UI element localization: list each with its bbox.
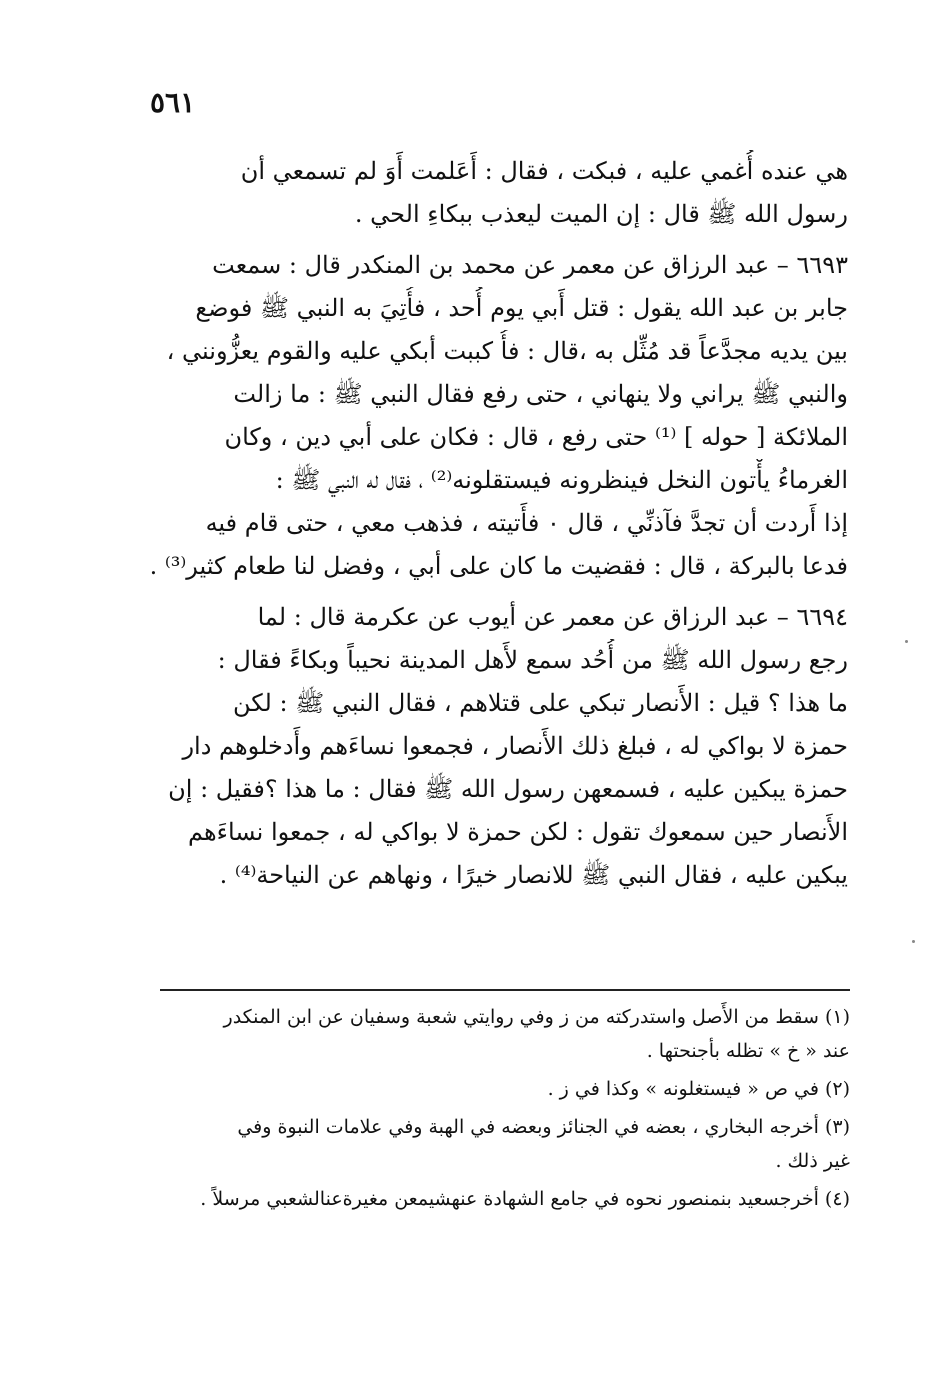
body-line: فدعا بالبركة ، قال : فقضيت ما كان على أبي ، وفضل لنا طعام كثير⁽³⁾ . xyxy=(149,552,848,580)
footnote-3: (٣) أخرجه البخاري ، بعضه في الجنائز وبعضه في الهبة وفي علامات النبوة وفي xyxy=(237,1116,850,1138)
body-line: جابر بن عبد الله يقول : قتل أَبي يوم أُحد ، فأُتِيَ به النبي ﷺ فوضع xyxy=(195,294,848,322)
body-line: إذا أَردت أن تجدَّ فآذنِّي ، قال ٠ فأَتيته ، فذهب معي ، حتى قام فيه xyxy=(205,509,848,537)
footnote-1: (١) سقط من الأَصل واستدركته من ز وفي روايتي شعبة وسفيان عن ابن المنكدر xyxy=(223,1006,850,1028)
body-line: الملائكة [ حوله ] ⁽¹⁾ حتى رفع ، قال : فكان على أبي دين ، وكان xyxy=(224,423,848,451)
body-line: ما هذا ؟ قيل : الأَنصار تبكي على قتلاهم ، فقال النبي ﷺ : لكن xyxy=(233,689,848,717)
body-line: الأَنصار حين سمعوك تقول : لكن حمزة لا بواكي له ، جمعوا نساءَهم xyxy=(188,818,848,846)
footnote-2: (٢) في ص « فيستغلونه » وكذا في ز . xyxy=(547,1078,850,1100)
footnote-4: (٤) أخرجسعيد بنمنصور نحوه في جامع الشهادة عنهشيمعن مغيرةعنالشعبي مرسلاً . xyxy=(200,1188,850,1210)
page-number: ٥٦١ xyxy=(150,86,196,119)
footnote-3-continued: غير ذلك . xyxy=(775,1150,850,1172)
body-line: والنبي ﷺ يراني ولا ينهاني ، حتى رفع فقال النبي ﷺ : ما زالت xyxy=(233,380,848,408)
scan-speck xyxy=(912,940,915,943)
body-line: رسول الله ﷺ قال : إن الميت ليعذب ببكاءِ الحي . xyxy=(354,200,848,228)
body-line: هي عنده أُغمي عليه ، فبكت ، فقال : أَعَلمت أَوَ لم تسمعي أن xyxy=(240,157,848,185)
scan-speck xyxy=(905,640,908,643)
footnotes xyxy=(160,1000,850,1216)
hadith-6694-heading-line: ٦٦٩٤ – عبد الرزاق عن معمر عن أيوب عن عكرمة قال : لما xyxy=(257,603,848,631)
body-line: الغرماءُ يأْتون النخل فينظرونه فيستقلونه⁽²⁾ ، فقال له النبي ﷺ : xyxy=(275,466,848,494)
body-line: حمزة لا بواكي له ، فبلغ ذلك الأَنصار ، فجمعوا نساءَهم وأَدخلوهم دار xyxy=(182,732,848,760)
body-line: رجع رسول الله ﷺ من أُحُد سمع لأَهل المدينة نحيباً وبكاءً فقال : xyxy=(217,646,848,674)
body-line: يبكين عليه ، فقال النبي ﷺ للانصار خيرًا ، ونهاهم عن النياحة⁽⁴⁾ . xyxy=(219,861,848,889)
footnote-separator xyxy=(160,989,850,991)
hadith-6693-heading-line: ٦٦٩٣ – عبد الرزاق عن معمر عن محمد بن المنكدر قال : سمعت xyxy=(212,251,848,279)
body-line: بين يديه مجدَّعاً قد مُثِّل به ،قال : فأُ كببت أبكي عليه والقوم يعزُّونني ، xyxy=(166,337,848,365)
main-text xyxy=(148,150,848,897)
body-line: حمزة يبكين عليه ، فسمعهن رسول الله ﷺ فقال : ما هذا ؟فقيل : إن xyxy=(168,775,848,803)
footnote-1-continued: عند « خ » تظله بأجنحتها . xyxy=(646,1040,850,1062)
